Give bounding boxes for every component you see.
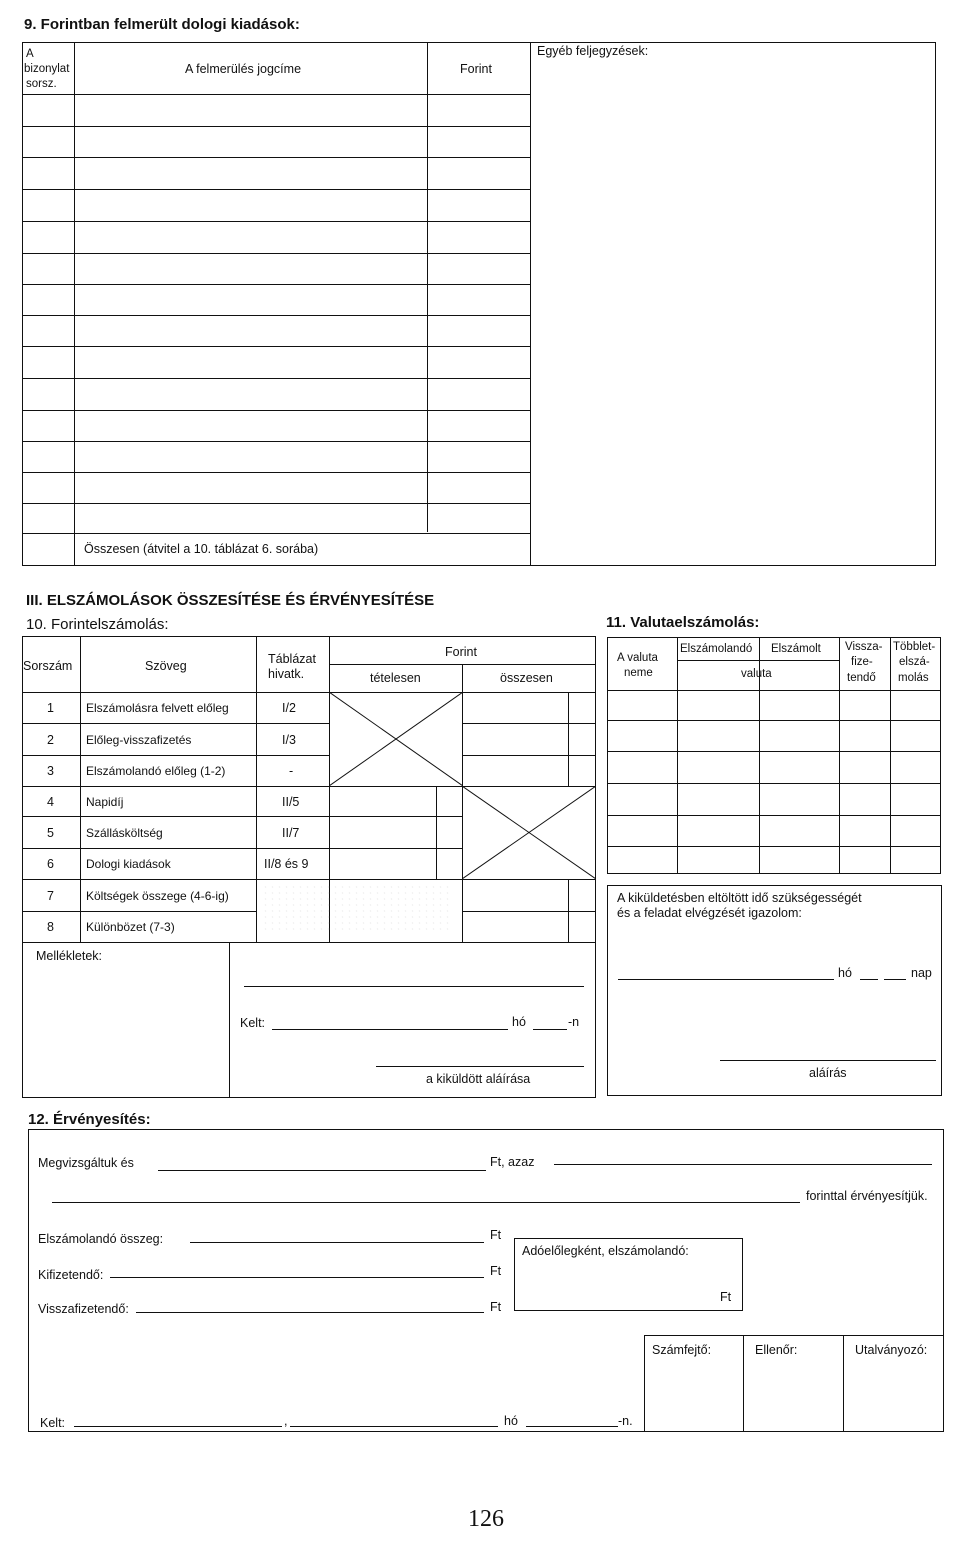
kikuldott-alairasa: a kiküldött aláírása: [426, 1072, 531, 1086]
row-4-ref: II/5: [282, 795, 300, 809]
section-9-title: 9. Forintban felmerült dologi kiadások:: [24, 16, 300, 33]
section-3-title: III. ELSZÁMOLÁSOK ÖSSZESÍTÉSE ÉS ÉRVÉNYESÍTÉSE: [26, 592, 435, 609]
kelt-12-n-suffix: -n.: [618, 1414, 633, 1428]
crossed-out-cell-icon: [329, 692, 463, 786]
col-sorsz-header-1: A: [26, 48, 34, 60]
row-3-text: Elszámolandó előleg (1-2): [86, 764, 226, 778]
megvizsgaltuk-label: Megvizsgáltuk és: [38, 1156, 134, 1170]
igazolas-nap: nap: [911, 966, 932, 980]
kelt-label: Kelt:: [240, 1016, 266, 1030]
page-number: 126: [468, 1506, 504, 1532]
h-tobblet-2: elszá-: [899, 656, 930, 668]
kikuldott-signature-line[interactable]: [376, 1066, 584, 1067]
elszamolando-field[interactable]: [190, 1242, 484, 1243]
row-2-ref: I/3: [282, 733, 296, 747]
row-2-num: 2: [47, 733, 54, 747]
col-sorsz-header-2: bizonylat: [24, 63, 70, 75]
kelt-12-date-field[interactable]: [290, 1426, 498, 1427]
section-9-table: [22, 42, 936, 566]
row-2-text: Előleg-visszafizetés: [86, 733, 192, 747]
szamfejto-label: Számfejtő:: [652, 1343, 712, 1357]
ho-label: hó: [512, 1015, 526, 1029]
adoeloleg-ft: Ft: [720, 1290, 732, 1304]
row-3-ref: -: [289, 764, 294, 778]
row-6-num: 6: [47, 857, 54, 871]
kelt-field[interactable]: [272, 1029, 508, 1030]
osszesen-label: Összesen (átvitel a 10. táblázat 6. sorába): [84, 542, 319, 556]
crossed-out-cell-icon: [462, 786, 596, 879]
igazolas-ho: hó: [838, 966, 852, 980]
row-4-num: 4: [47, 795, 54, 809]
elszamolando-ft: Ft: [490, 1228, 502, 1242]
kelt-12-label: Kelt:: [40, 1416, 66, 1430]
igazolas-signature-line[interactable]: [720, 1060, 936, 1061]
adoeloleg-label: Adóelőlegként, elszámolandó:: [522, 1244, 689, 1258]
h-osszesen: összesen: [500, 671, 553, 685]
h-tetelesen: tételesen: [370, 671, 421, 685]
kelt-12-day-field[interactable]: [526, 1426, 618, 1427]
h-tablazat-2: hivatk.: [268, 667, 305, 681]
row-4-text: Napidíj: [86, 795, 124, 809]
h-forint: Forint: [445, 645, 477, 659]
visszafizetendo-field[interactable]: [136, 1312, 484, 1313]
azaz-text-field[interactable]: [554, 1164, 932, 1165]
igazolas-day-field-2[interactable]: [884, 979, 906, 980]
kelt-12-place-field[interactable]: [74, 1426, 282, 1427]
scan-noise: [262, 884, 452, 934]
h-vissza-3: tendő: [847, 672, 876, 684]
ellenor-label: Ellenőr:: [755, 1343, 798, 1357]
kifizetendo-label: Kifizetendő:: [38, 1268, 104, 1282]
igazolom-text-2: és a feladat elvégzését igazolom:: [617, 906, 802, 920]
h-valuta-neme-1: A valuta: [617, 652, 658, 664]
row-8-text: Különbözet (7-3): [86, 920, 175, 934]
signature-line-top[interactable]: [244, 986, 584, 987]
row-3-num: 3: [47, 764, 54, 778]
kelt-12-ho: hó: [504, 1414, 518, 1428]
h-valuta-neme-2: neme: [624, 667, 653, 679]
igazolas-date-field[interactable]: [618, 979, 834, 980]
col-sorsz-header-3: sorsz.: [26, 78, 57, 90]
ft-azaz-label: Ft, azaz: [490, 1155, 535, 1169]
row-5-text: Szállásköltség: [86, 826, 163, 840]
forinttal-label: forinttal érvényesítjük.: [806, 1189, 928, 1203]
azaz-text-field-2[interactable]: [52, 1202, 800, 1203]
h-vissza-2: fize-: [851, 656, 873, 668]
row-5-ref: II/7: [282, 826, 300, 840]
section-10-title: 10. Forintelszámolás:: [26, 616, 169, 633]
h-elszamolando: Elszámolandó: [680, 643, 753, 655]
h-tablazat-1: Táblázat: [268, 652, 316, 666]
n-suffix: -n: [568, 1015, 580, 1029]
egyeb-feljegyzesek-label: Egyéb feljegyzések:: [537, 44, 649, 58]
visszafizetendo-label: Visszafizetendő:: [38, 1302, 129, 1316]
igazolas-day-field[interactable]: [860, 979, 878, 980]
utalvanyozo-label: Utalványozó:: [855, 1343, 928, 1357]
row-7-num: 7: [47, 889, 54, 903]
megvizsgaltuk-amount-field[interactable]: [158, 1170, 486, 1171]
h-sorszam: Sorszám: [23, 659, 73, 673]
row-6-ref: II/8 és 9: [264, 857, 309, 871]
section-11-title: 11. Valutaelszámolás:: [606, 614, 760, 631]
h-tobblet-3: molás: [898, 672, 929, 684]
h-tobblet-1: Többlet-: [893, 641, 936, 653]
h-valuta: valuta: [741, 668, 772, 680]
col-forint-header: Forint: [460, 62, 492, 76]
elszamolando-label: Elszámolandó összeg:: [38, 1232, 164, 1246]
kifizetendo-ft: Ft: [490, 1264, 502, 1278]
h-elszamolt: Elszámolt: [771, 643, 821, 655]
row-7-text: Költségek összege (4-6-ig): [86, 889, 229, 903]
col-jogcim-header: A felmerülés jogcíme: [185, 62, 302, 76]
kifizetendo-field[interactable]: [110, 1277, 484, 1278]
igazolas-alairas: aláírás: [809, 1066, 847, 1080]
mellekletek-label: Mellékletek:: [36, 949, 102, 963]
row-1-num: 1: [47, 701, 54, 715]
row-1-ref: I/2: [282, 701, 296, 715]
row-8-num: 8: [47, 920, 54, 934]
h-szoveg: Szöveg: [145, 659, 187, 673]
h-vissza-1: Vissza-: [845, 641, 883, 653]
day-field[interactable]: [533, 1029, 567, 1030]
igazolom-text-1: A kiküldetésben eltöltött idő szükségességét: [617, 891, 862, 905]
section-12-title: 12. Érvényesítés:: [28, 1111, 151, 1128]
row-5-num: 5: [47, 826, 54, 840]
section-12-box: [28, 1129, 944, 1432]
kelt-12-comma: ,: [284, 1414, 288, 1428]
visszafizetendo-ft: Ft: [490, 1300, 502, 1314]
row-1-text: Elszámolásra felvett előleg: [86, 701, 229, 715]
row-6-text: Dologi kiadások: [86, 857, 171, 871]
